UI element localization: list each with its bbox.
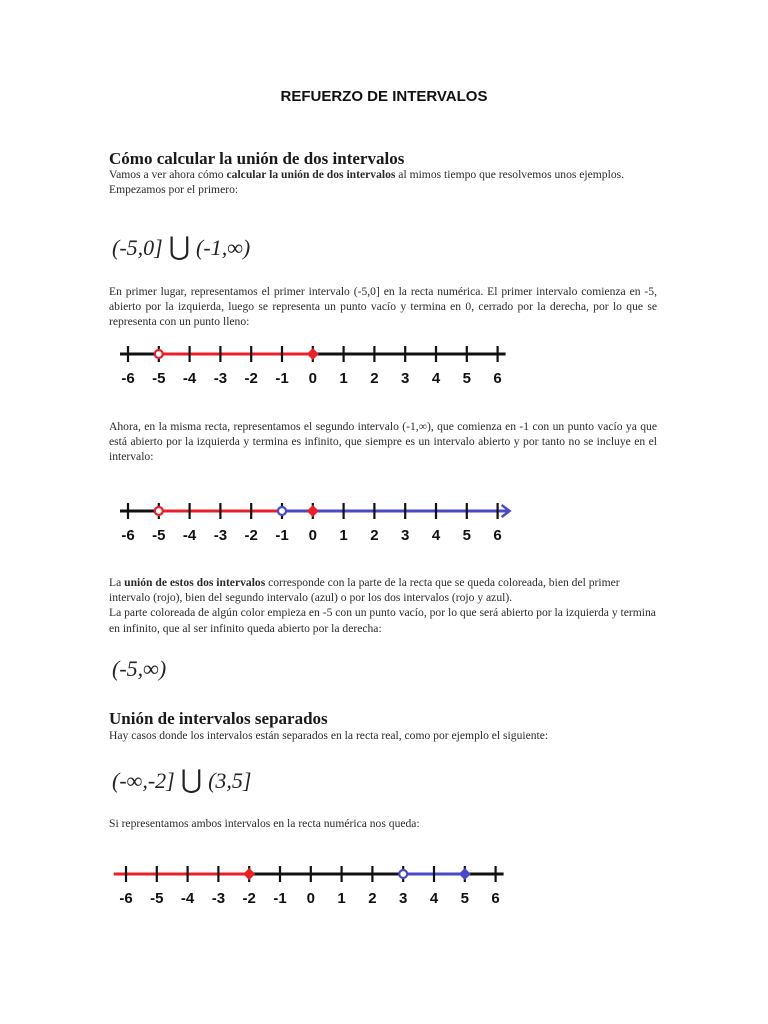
tick-label-0: 0: [308, 370, 317, 387]
tick-label--6: -6: [121, 527, 135, 544]
closed-endpoint-1: [307, 348, 319, 360]
tick-label-0: 0: [306, 890, 315, 907]
tick-label--5: -5: [152, 370, 166, 387]
tick-label--3: -3: [213, 527, 228, 544]
tick-label--1: -1: [273, 890, 287, 907]
tick-label--5: -5: [152, 527, 166, 544]
tick-label-3: 3: [401, 527, 410, 544]
formula-left-interval: (-5,0]: [112, 235, 163, 260]
tick-label-2: 2: [368, 890, 377, 907]
tick-label-1: 1: [337, 890, 346, 907]
tick-label-6: 6: [493, 527, 502, 544]
intro-text: Vamos a ver ahora cómo: [109, 168, 227, 181]
tick-label-3: 3: [401, 370, 410, 387]
intro-bold-text: calcular la unión de dos intervalos: [226, 168, 396, 181]
formula-result: (-5,∞): [112, 656, 167, 681]
open-endpoint-0: [155, 350, 163, 358]
tick-label--3: -3: [211, 890, 226, 907]
tick-label-3: 3: [399, 890, 408, 907]
tick-label--4: -4: [182, 370, 197, 387]
number-line-1: [110, 340, 530, 390]
tick-label-4: 4: [429, 890, 439, 907]
closed-endpoint-2: [307, 505, 319, 517]
formula2-right-interval: (3,5]: [208, 768, 252, 793]
formula-union-1: [112, 232, 250, 262]
paragraph-first-interval: En primer lugar, representamos el primer intervalo (-5,0] en la recta numérica. El primer intervalo comienza en -5, abierto por la izquierda, luego se representa un punto vacío y termina en 0, cerrado por la derecha, por lo que se representa con un punto lleno:: [109, 285, 657, 329]
tick-label--6: -6: [119, 890, 133, 907]
tick-label-6: 6: [491, 890, 500, 907]
tick-label-0: 0: [308, 527, 317, 544]
union-symbol: ⋃: [168, 232, 191, 261]
tick-label-4: 4: [431, 370, 441, 387]
tick-label-5: 5: [460, 890, 469, 907]
union-text-end: corresponde con la parte de la recta que se queda coloreada, bien del primer intervalo (rojo), bien del segundo intervalo (azul) o por los dos intervalos (rojo y azul).: [109, 576, 620, 605]
paragraph-represent-both: Si representamos ambos intervalos en la recta numérica nos queda:: [109, 817, 420, 830]
tick-label-1: 1: [339, 370, 348, 387]
number-line-1-group: [120, 346, 506, 387]
tick-label-2: 2: [370, 370, 379, 387]
tick-label--4: -4: [180, 890, 195, 907]
tick-label-2: 2: [370, 527, 379, 544]
tick-label--3: -3: [213, 370, 228, 387]
union-colored-text: La parte coloreada de algún color empieza en -5 con un punto vacío, por lo que será abierto por la izquierda y termina en infinito, que al ser infinito queda abierto por la derecha:: [109, 606, 656, 635]
closed-endpoint-2: [459, 868, 471, 880]
open-endpoint-0: [155, 507, 163, 515]
union-symbol-2: ⋃: [180, 765, 203, 794]
paragraph-separated-intro: Hay casos donde los intervalos están separados en la recta real, como por ejemplo el siguiente:: [109, 729, 549, 742]
intro-text-end: al mimos tiempo que resolvemos unos ejemplos.: [395, 168, 625, 181]
paragraph-second-interval: Ahora, en la misma recta, representamos el segundo intervalo (-1,∞), que comienza en -1 con un punto vacío ya que está abierto por la izquierda y termina es infinito, que siempre es un intervalo abierto y por tanto no se incluye en el intervalo:: [109, 420, 657, 464]
tick-label--4: -4: [182, 527, 197, 544]
section-heading-separated: Unión de intervalos separados: [109, 709, 328, 728]
open-endpoint-1: [399, 870, 407, 878]
closed-endpoint-0: [243, 868, 255, 880]
union-text-start: La: [109, 576, 125, 589]
number-line-3-group: [114, 866, 504, 907]
tick-label-4: 4: [431, 527, 441, 544]
tick-label-1: 1: [339, 527, 348, 544]
tick-label-6: 6: [493, 370, 502, 387]
document-title: REFUERZO DE INTERVALOS: [280, 88, 488, 105]
formula2-left-interval: (-∞,-2]: [112, 768, 175, 793]
section-heading-union: Cómo calcular la unión de dos intervalos: [109, 149, 405, 168]
tick-label--1: -1: [275, 370, 289, 387]
open-endpoint-1: [278, 507, 286, 515]
tick-label--6: -6: [121, 370, 135, 387]
tick-label-5: 5: [462, 527, 471, 544]
tick-label--2: -2: [244, 527, 258, 544]
intro-paragraph: [109, 167, 657, 197]
tick-label--2: -2: [242, 890, 256, 907]
number-line-2-group: [120, 503, 510, 544]
union-bold-text: unión de estos dos intervalos: [124, 576, 266, 589]
formula-right-interval: (-1,∞): [196, 235, 251, 260]
intro-start-text: Empezamos por el primero:: [109, 183, 239, 197]
number-line-3: [108, 860, 528, 910]
tick-label--1: -1: [275, 527, 289, 544]
tick-label--5: -5: [150, 890, 164, 907]
paragraph-union-explanation: [109, 575, 657, 636]
tick-label--2: -2: [244, 370, 258, 387]
number-line-2: [110, 497, 530, 547]
formula-union-2: [112, 765, 251, 795]
tick-label-5: 5: [462, 370, 471, 387]
